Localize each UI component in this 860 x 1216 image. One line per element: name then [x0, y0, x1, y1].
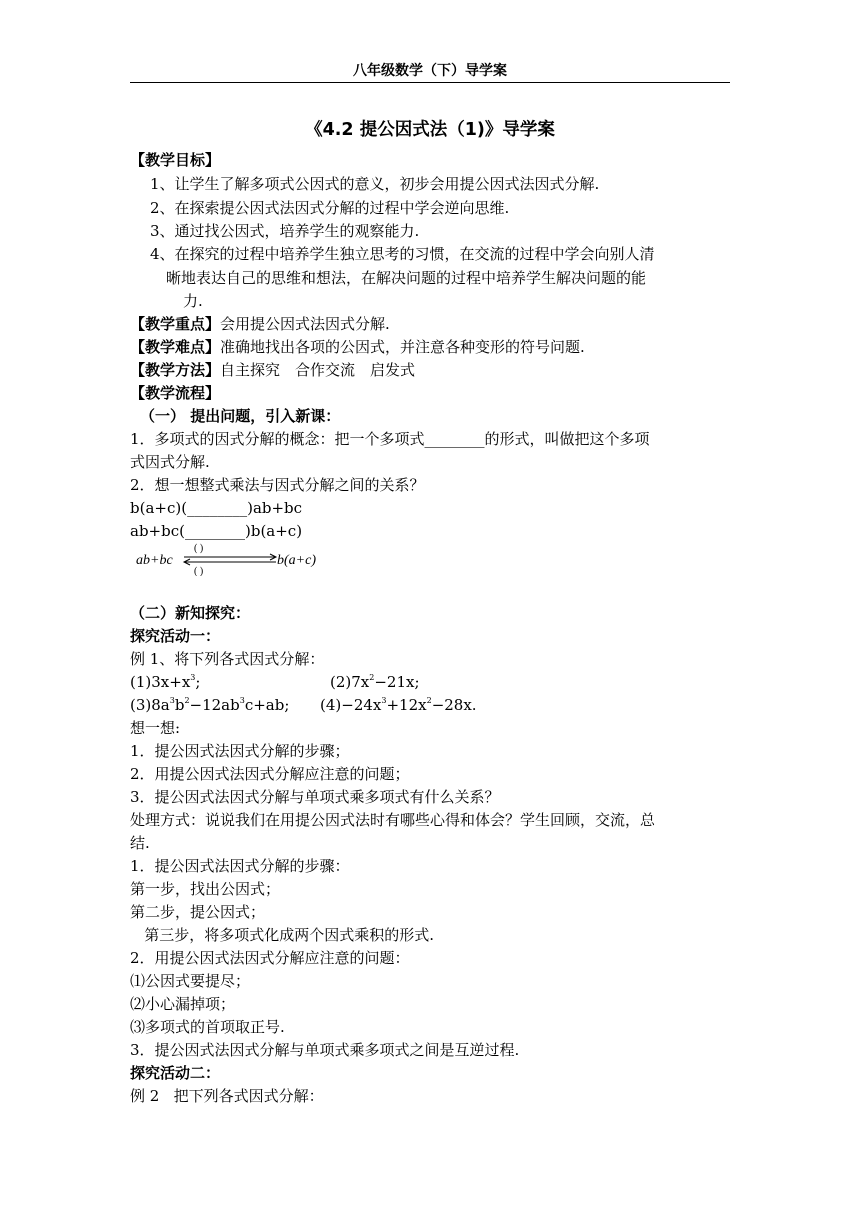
- method-text: 自主探究 合作交流 启发式: [220, 361, 416, 379]
- note-item: ⑴公因式要提尽；: [130, 972, 251, 990]
- activity-2-heading: 探究活动二：: [130, 1064, 221, 1082]
- example-1-item-2: [330, 672, 420, 692]
- goal-item: 4、在探究的过程中培养学生独立思考的习惯，在交流的过程中学会向别人清: [150, 245, 655, 263]
- diagram-top-blank: ( ): [194, 543, 204, 554]
- method-label: 【教学方法】: [130, 361, 221, 379]
- document-title: 《4.2 提公因式法（1)》导学案: [305, 120, 555, 140]
- header-rule: [130, 82, 730, 83]
- eq2-blank: (________): [179, 522, 251, 540]
- processing-method-cont: 结.: [130, 834, 150, 852]
- eq2-left: ab+bc: [130, 522, 180, 540]
- key-point-label: 【教学重点】: [130, 315, 221, 333]
- difficulty-line: [130, 337, 585, 357]
- diagram-right-text: b(a+c): [277, 553, 316, 568]
- exponent: 2: [184, 696, 190, 705]
- eq1-right: ab+bc: [252, 499, 303, 517]
- goal-item: 力.: [183, 292, 203, 310]
- exponent: 3: [381, 696, 387, 705]
- difficulty-text: 准确地找出各项的公因式，并注意各种变形的符号问题.: [220, 338, 585, 356]
- page-header: 八年级数学（下）导学案: [353, 63, 507, 79]
- exponent: 3: [169, 696, 175, 705]
- key-point-line: [130, 314, 390, 334]
- goal-item: 3、通过找公因式，培养学生的观察能力.: [150, 222, 420, 240]
- exponent: 3: [190, 673, 196, 682]
- relation-eq-1: [130, 498, 302, 518]
- example-1-item-4: [320, 695, 477, 715]
- example-2-title: 例 2 把下列各式因式分解：: [130, 1087, 324, 1105]
- section1-heading: （一） 提出问题，引入新课：: [140, 407, 341, 425]
- question-1-cont: 式因式分解.: [130, 453, 210, 471]
- summary-1: 1．提公因式法因式分解的步骤：: [130, 857, 350, 875]
- summary-2: 2．用提公因式法因式分解应注意的问题：: [130, 949, 410, 967]
- ex1-3-c: −12ab: [189, 696, 240, 714]
- summary-3: 3．提公因式法因式分解与单项式乘多项式之间是互逆过程.: [130, 1041, 520, 1059]
- ex1-4-b: +12x: [386, 696, 427, 714]
- exponent: 3: [239, 696, 245, 705]
- example-1-item-1: [130, 672, 200, 692]
- step-1: 第一步，找出公因式；: [130, 880, 281, 898]
- ex1-3-d: c+ab;: [244, 696, 290, 714]
- note-item: ⑵小心漏掉项；: [130, 995, 236, 1013]
- diagram-bottom-blank: ( ): [194, 566, 204, 576]
- example-1-title: 例 1、将下列各式因式分解：: [130, 650, 325, 668]
- double-arrow-diagram: [136, 540, 346, 576]
- ex1-4-a: (4)−24x: [320, 696, 382, 714]
- relation-eq-2: [130, 521, 302, 541]
- step-3: 第三步，将多项式化成两个因式乘积的形式.: [130, 926, 435, 944]
- eq1-blank: (________): [181, 499, 253, 517]
- exponent: 2: [369, 673, 375, 682]
- goals-heading: 【教学目标】: [130, 151, 221, 169]
- exponent: 2: [426, 696, 432, 705]
- ex1-3-a: (3)8a: [130, 696, 170, 714]
- ex1-2-end: −21x;: [374, 673, 420, 691]
- ex1-3-b: b: [174, 696, 185, 714]
- diagram-left-text: ab+bc: [136, 553, 173, 568]
- method-line: [130, 360, 415, 380]
- processing-method: 处理方式：说说我们在用提公因式法时有哪些心得和体会？学生回顾，交流，总: [130, 811, 656, 829]
- goal-item: 2、在探索提公因式法因式分解的过程中学会逆向思维.: [150, 199, 510, 217]
- goal-item: 晰地表达自己的思维和想法，在解决问题的过程中培养学生解决问题的能: [166, 269, 647, 287]
- question-2: 2．想一想整式乘法与因式分解之间的关系？: [130, 476, 425, 494]
- eq1-left: b(a+c): [130, 499, 182, 517]
- ex1-2-text: (2)7x: [330, 673, 370, 691]
- ex1-1-text: (1)3x+x: [130, 673, 191, 691]
- think-item: 3．提公因式法因式分解与单项式乘多项式有什么关系？: [130, 788, 500, 806]
- difficulty-label: 【教学难点】: [130, 338, 221, 356]
- think-item: 2．用提公因式法因式分解应注意的问题；: [130, 765, 410, 783]
- activity-1-heading: 探究活动一：: [130, 627, 221, 645]
- question-1: 1．多项式的因式分解的概念：把一个多项式________的形式，叫做把这个多项: [130, 430, 650, 448]
- think-heading: 想一想:: [130, 719, 181, 737]
- note-item: ⑶多项式的首项取正号.: [130, 1018, 285, 1036]
- ex1-4-c: −28x.: [431, 696, 477, 714]
- example-1-item-3: [130, 695, 289, 715]
- step-2: 第二步，提公因式；: [130, 903, 266, 921]
- process-heading: 【教学流程】: [130, 384, 221, 402]
- key-point-text: 会用提公因式法因式分解.: [220, 315, 390, 333]
- ex1-1-end: ;: [195, 673, 201, 691]
- goal-item: 1、让学生了解多项式公因式的意义，初步会用提公因式法因式分解.: [150, 175, 600, 193]
- think-item: 1．提公因式法因式分解的步骤；: [130, 742, 350, 760]
- eq2-right: b(a+c): [250, 522, 303, 540]
- section2-heading: （二）新知探究：: [130, 604, 251, 622]
